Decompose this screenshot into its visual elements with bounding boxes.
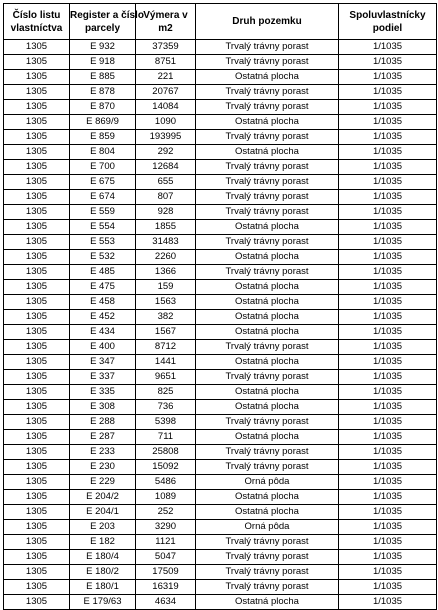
cell-vymera: 1089 [136,490,196,505]
table-row [4,445,437,460]
cell-cislo-listu: 1305 [4,355,70,370]
cell-druh-pozemku: Trvalý trávny porast [196,580,339,595]
cell-vymera: 5047 [136,550,196,565]
table-row [4,370,437,385]
cell-parcela: E 458 [70,295,136,310]
cell-podiel: 1/1035 [339,295,437,310]
cell-cislo-listu: 1305 [4,400,70,415]
cell-vymera: 37359 [136,40,196,55]
cell-podiel: 1/1035 [339,85,437,100]
cell-druh-pozemku: Trvalý trávny porast [196,235,339,250]
table-row [4,265,437,280]
cell-podiel: 1/1035 [339,310,437,325]
cell-podiel: 1/1035 [339,220,437,235]
table-row [4,550,437,565]
cell-vymera: 221 [136,70,196,85]
cell-cislo-listu: 1305 [4,595,70,610]
table-row [4,520,437,535]
cell-druh-pozemku: Ostatná plocha [196,595,339,610]
cell-vymera: 1855 [136,220,196,235]
cell-druh-pozemku: Ostatná plocha [196,325,339,340]
cell-parcela: E 180/2 [70,565,136,580]
cell-cislo-listu: 1305 [4,100,70,115]
cell-druh-pozemku: Trvalý trávny porast [196,415,339,430]
cell-vymera: 807 [136,190,196,205]
cell-druh-pozemku: Trvalý trávny porast [196,55,339,70]
cell-cislo-listu: 1305 [4,430,70,445]
header-line: parcely [84,22,121,34]
cell-vymera: 8712 [136,340,196,355]
cell-parcela: E 180/4 [70,550,136,565]
cell-druh-pozemku: Ostatná plocha [196,250,339,265]
cell-parcela: E 559 [70,205,136,220]
table-row [4,475,437,490]
cell-podiel: 1/1035 [339,355,437,370]
cell-druh-pozemku: Ostatná plocha [196,295,339,310]
cell-podiel: 1/1035 [339,550,437,565]
cell-druh-pozemku: Ostatná plocha [196,505,339,520]
cell-podiel: 1/1035 [339,520,437,535]
cell-vymera: 15092 [136,460,196,475]
cell-druh-pozemku: Ostatná plocha [196,490,339,505]
table-row [4,115,437,130]
cell-vymera: 292 [136,145,196,160]
cell-cislo-listu: 1305 [4,580,70,595]
cell-cislo-listu: 1305 [4,55,70,70]
parcel-table [3,3,437,610]
cell-parcela: E 885 [70,70,136,85]
cell-podiel: 1/1035 [339,430,437,445]
cell-cislo-listu: 1305 [4,175,70,190]
cell-parcela: E 869/9 [70,115,136,130]
cell-cislo-listu: 1305 [4,310,70,325]
cell-parcela: E 485 [70,265,136,280]
cell-podiel: 1/1035 [339,490,437,505]
cell-vymera: 1090 [136,115,196,130]
cell-podiel: 1/1035 [339,565,437,580]
cell-parcela: E 675 [70,175,136,190]
cell-podiel: 1/1035 [339,445,437,460]
cell-cislo-listu: 1305 [4,460,70,475]
cell-druh-pozemku: Trvalý trávny porast [196,445,339,460]
table-row [4,145,437,160]
header-druh-pozemku [196,4,339,40]
cell-cislo-listu: 1305 [4,505,70,520]
table-row [4,205,437,220]
cell-podiel: 1/1035 [339,370,437,385]
cell-vymera: 17509 [136,565,196,580]
table-row [4,340,437,355]
table-row [4,55,437,70]
cell-cislo-listu: 1305 [4,130,70,145]
cell-parcela: E 230 [70,460,136,475]
cell-vymera: 5398 [136,415,196,430]
cell-parcela: E 870 [70,100,136,115]
header-spoluvlastnicky-podiel [339,4,437,40]
cell-druh-pozemku: Ostatná plocha [196,430,339,445]
table-row [4,535,437,550]
header-line: Číslo listu [12,9,61,21]
cell-podiel: 1/1035 [339,415,437,430]
cell-podiel: 1/1035 [339,325,437,340]
cell-parcela: E 878 [70,85,136,100]
cell-podiel: 1/1035 [339,595,437,610]
cell-cislo-listu: 1305 [4,385,70,400]
cell-vymera: 655 [136,175,196,190]
header-line: Výmera v [143,9,188,21]
table-row [4,70,437,85]
cell-druh-pozemku: Ostatná plocha [196,220,339,235]
table-row [4,580,437,595]
table-header [4,4,437,40]
table-row [4,310,437,325]
table-row [4,190,437,205]
cell-vymera: 193995 [136,130,196,145]
cell-druh-pozemku: Trvalý trávny porast [196,565,339,580]
cell-parcela: E 674 [70,190,136,205]
cell-vymera: 20767 [136,85,196,100]
header-line: vlastníctva [10,22,63,34]
cell-podiel: 1/1035 [339,580,437,595]
cell-vymera: 825 [136,385,196,400]
cell-vymera: 12684 [136,160,196,175]
cell-druh-pozemku: Ostatná plocha [196,145,339,160]
cell-druh-pozemku: Orná pôda [196,520,339,535]
cell-cislo-listu: 1305 [4,415,70,430]
cell-vymera: 2260 [136,250,196,265]
table-row [4,280,437,295]
cell-vymera: 25808 [136,445,196,460]
cell-parcela: E 452 [70,310,136,325]
cell-cislo-listu: 1305 [4,280,70,295]
cell-druh-pozemku: Orná pôda [196,475,339,490]
table-row [4,595,437,610]
cell-vymera: 9651 [136,370,196,385]
table-row [4,250,437,265]
cell-cislo-listu: 1305 [4,40,70,55]
cell-vymera: 928 [136,205,196,220]
table-row [4,85,437,100]
cell-parcela: E 859 [70,130,136,145]
cell-cislo-listu: 1305 [4,475,70,490]
cell-druh-pozemku: Trvalý trávny porast [196,370,339,385]
cell-druh-pozemku: Trvalý trávny porast [196,550,339,565]
cell-podiel: 1/1035 [339,190,437,205]
cell-cislo-listu: 1305 [4,550,70,565]
table-row [4,355,437,370]
cell-podiel: 1/1035 [339,265,437,280]
table-row [4,490,437,505]
cell-parcela: E 204/1 [70,505,136,520]
cell-parcela: E 288 [70,415,136,430]
table-row [4,235,437,250]
cell-cislo-listu: 1305 [4,565,70,580]
table-row [4,460,437,475]
cell-druh-pozemku: Ostatná plocha [196,310,339,325]
cell-cislo-listu: 1305 [4,535,70,550]
cell-druh-pozemku: Trvalý trávny porast [196,340,339,355]
cell-cislo-listu: 1305 [4,490,70,505]
cell-druh-pozemku: Ostatná plocha [196,70,339,85]
cell-parcela: E 434 [70,325,136,340]
cell-podiel: 1/1035 [339,130,437,145]
cell-podiel: 1/1035 [339,55,437,70]
cell-vymera: 1563 [136,295,196,310]
cell-druh-pozemku: Ostatná plocha [196,400,339,415]
cell-druh-pozemku: Trvalý trávny porast [196,160,339,175]
cell-vymera: 1441 [136,355,196,370]
cell-parcela: E 475 [70,280,136,295]
cell-parcela: E 700 [70,160,136,175]
cell-podiel: 1/1035 [339,205,437,220]
cell-cislo-listu: 1305 [4,145,70,160]
cell-podiel: 1/1035 [339,160,437,175]
cell-vymera: 31483 [136,235,196,250]
cell-druh-pozemku: Trvalý trávny porast [196,85,339,100]
cell-druh-pozemku: Trvalý trávny porast [196,460,339,475]
cell-druh-pozemku: Ostatná plocha [196,115,339,130]
cell-druh-pozemku: Trvalý trávny porast [196,535,339,550]
cell-podiel: 1/1035 [339,460,437,475]
cell-podiel: 1/1035 [339,250,437,265]
cell-parcela: E 308 [70,400,136,415]
cell-druh-pozemku: Trvalý trávny porast [196,175,339,190]
cell-vymera: 4634 [136,595,196,610]
cell-druh-pozemku: Ostatná plocha [196,355,339,370]
header-line: Spoluvlastnícky [349,9,426,21]
cell-druh-pozemku: Trvalý trávny porast [196,265,339,280]
table-row [4,505,437,520]
cell-vymera: 14084 [136,100,196,115]
cell-parcela: E 532 [70,250,136,265]
cell-cislo-listu: 1305 [4,160,70,175]
cell-vymera: 1366 [136,265,196,280]
cell-podiel: 1/1035 [339,115,437,130]
cell-podiel: 1/1035 [339,280,437,295]
cell-cislo-listu: 1305 [4,445,70,460]
cell-vymera: 159 [136,280,196,295]
table-row [4,160,437,175]
cell-parcela: E 335 [70,385,136,400]
cell-cislo-listu: 1305 [4,70,70,85]
cell-cislo-listu: 1305 [4,190,70,205]
header-vymera-m2 [136,4,196,40]
cell-vymera: 3290 [136,520,196,535]
table-row [4,175,437,190]
cell-parcela: E 287 [70,430,136,445]
cell-podiel: 1/1035 [339,40,437,55]
cell-parcela: E 182 [70,535,136,550]
cell-druh-pozemku: Ostatná plocha [196,385,339,400]
cell-podiel: 1/1035 [339,385,437,400]
cell-vymera: 8751 [136,55,196,70]
cell-parcela: E 804 [70,145,136,160]
cell-parcela: E 204/2 [70,490,136,505]
cell-cislo-listu: 1305 [4,340,70,355]
cell-podiel: 1/1035 [339,70,437,85]
cell-podiel: 1/1035 [339,100,437,115]
cell-druh-pozemku: Trvalý trávny porast [196,190,339,205]
cell-podiel: 1/1035 [339,145,437,160]
cell-vymera: 16319 [136,580,196,595]
cell-cislo-listu: 1305 [4,220,70,235]
cell-podiel: 1/1035 [339,235,437,250]
cell-cislo-listu: 1305 [4,115,70,130]
table-row [4,220,437,235]
cell-parcela: E 180/1 [70,580,136,595]
header-line: m2 [158,22,173,34]
cell-cislo-listu: 1305 [4,85,70,100]
cell-podiel: 1/1035 [339,175,437,190]
table-row [4,400,437,415]
cell-druh-pozemku: Trvalý trávny porast [196,130,339,145]
cell-cislo-listu: 1305 [4,325,70,340]
cell-cislo-listu: 1305 [4,295,70,310]
header-row [4,4,437,40]
table-row [4,565,437,580]
cell-vymera: 1567 [136,325,196,340]
cell-podiel: 1/1035 [339,535,437,550]
cell-cislo-listu: 1305 [4,265,70,280]
header-line: podiel [372,22,403,34]
cell-druh-pozemku: Trvalý trávny porast [196,100,339,115]
cell-cislo-listu: 1305 [4,250,70,265]
cell-cislo-listu: 1305 [4,370,70,385]
cell-parcela: E 918 [70,55,136,70]
cell-vymera: 736 [136,400,196,415]
table-row [4,430,437,445]
cell-parcela: E 179/63 [70,595,136,610]
header-line: Register a číslo [70,9,144,21]
cell-vymera: 5486 [136,475,196,490]
cell-parcela: E 337 [70,370,136,385]
cell-vymera: 382 [136,310,196,325]
header-cislo-listu-vlastnictva [4,4,70,40]
cell-parcela: E 203 [70,520,136,535]
table-body [4,40,437,610]
cell-podiel: 1/1035 [339,400,437,415]
cell-podiel: 1/1035 [339,505,437,520]
table-row [4,130,437,145]
header-line: Druh pozemku [232,16,302,27]
cell-cislo-listu: 1305 [4,205,70,220]
table-row [4,385,437,400]
cell-cislo-listu: 1305 [4,520,70,535]
cell-druh-pozemku: Trvalý trávny porast [196,40,339,55]
cell-vymera: 1121 [136,535,196,550]
cell-druh-pozemku: Trvalý trávny porast [196,205,339,220]
header-register-cislo-parcely [70,4,144,40]
table-row [4,325,437,340]
cell-druh-pozemku: Ostatná plocha [196,280,339,295]
cell-vymera: 252 [136,505,196,520]
table-row [4,100,437,115]
table-row [4,415,437,430]
cell-parcela: E 233 [70,445,136,460]
cell-parcela: E 400 [70,340,136,355]
cell-parcela: E 932 [70,40,136,55]
cell-vymera: 711 [136,430,196,445]
cell-parcela: E 554 [70,220,136,235]
cell-cislo-listu: 1305 [4,235,70,250]
cell-parcela: E 229 [70,475,136,490]
cell-podiel: 1/1035 [339,475,437,490]
table-row [4,295,437,310]
cell-parcela: E 347 [70,355,136,370]
cell-podiel: 1/1035 [339,340,437,355]
cell-parcela: E 553 [70,235,136,250]
table-row [4,40,437,55]
